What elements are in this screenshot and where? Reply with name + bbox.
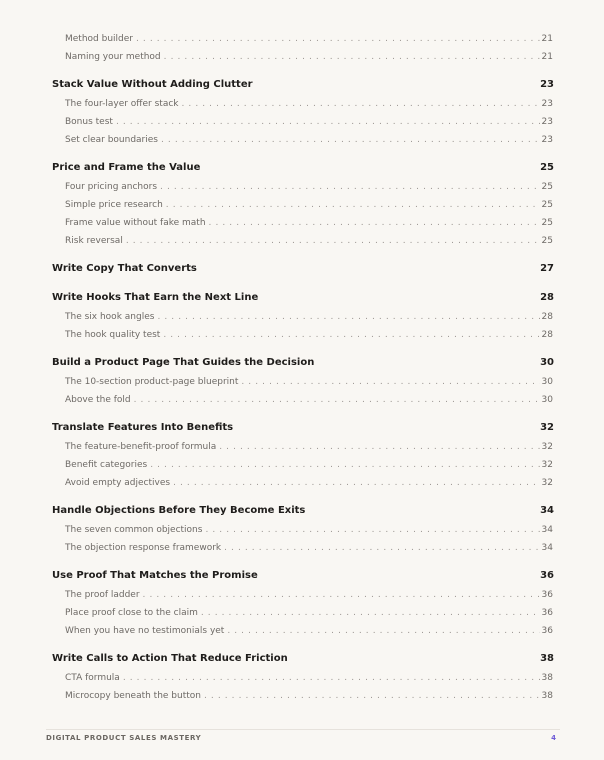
toc-entry-page: 36 bbox=[541, 590, 553, 600]
toc-dot-leader bbox=[123, 671, 540, 685]
toc-entry[interactable] bbox=[65, 458, 553, 472]
toc-entry-page: 32 bbox=[541, 478, 553, 488]
toc-entry-label: Four pricing anchors bbox=[65, 182, 158, 192]
toc-entry[interactable] bbox=[65, 541, 553, 555]
toc-dot-leader bbox=[126, 234, 540, 248]
toc-dot-leader bbox=[227, 624, 539, 638]
toc-chapter-title: Write Copy That Converts bbox=[52, 263, 197, 274]
toc-dot-leader bbox=[160, 180, 540, 194]
toc-entry[interactable] bbox=[65, 523, 553, 537]
toc-entry[interactable] bbox=[65, 198, 553, 212]
toc-entry-page: 32 bbox=[541, 442, 553, 452]
toc-entry[interactable] bbox=[65, 310, 553, 324]
toc-dot-leader bbox=[241, 375, 539, 389]
toc-dot-leader bbox=[224, 541, 539, 555]
toc-entry[interactable] bbox=[65, 234, 553, 248]
toc-chapter[interactable] bbox=[52, 77, 554, 93]
toc-entry-label: The objection response framework bbox=[65, 543, 222, 553]
toc-entry[interactable] bbox=[65, 216, 553, 230]
toc-entry-label: When you have no testimonials yet bbox=[65, 626, 225, 636]
toc-chapter-title: Translate Features Into Benefits bbox=[52, 422, 234, 433]
toc-chapter-page: 36 bbox=[540, 570, 554, 581]
toc-entry-label: Simple price research bbox=[65, 200, 163, 210]
toc-chapter-page: 25 bbox=[540, 162, 554, 173]
toc-entry-page: 32 bbox=[541, 460, 553, 470]
toc-entry-label: Frame value without fake math bbox=[65, 218, 206, 228]
toc-dot-leader bbox=[161, 133, 540, 147]
toc-entry-page: 21 bbox=[541, 34, 553, 44]
toc-entry[interactable] bbox=[65, 624, 553, 638]
toc-chapter-title: Stack Value Without Adding Clutter bbox=[52, 79, 253, 90]
toc-entry[interactable] bbox=[65, 440, 553, 454]
toc-entry-label: Naming your method bbox=[65, 52, 161, 62]
toc-entry-page: 30 bbox=[541, 377, 553, 387]
toc-dot-leader bbox=[163, 328, 539, 342]
toc-entry-label: Above the fold bbox=[65, 395, 131, 405]
toc-chapter-title: Write Calls to Action That Reduce Friction bbox=[52, 653, 288, 664]
toc-chapter-page: 30 bbox=[540, 357, 554, 368]
toc-chapter-page: 28 bbox=[540, 292, 554, 303]
toc-entry-label: The four-layer offer stack bbox=[65, 99, 179, 109]
toc-entry-label: Avoid empty adjectives bbox=[65, 478, 171, 488]
toc-entry[interactable] bbox=[65, 97, 553, 111]
toc-dot-leader bbox=[157, 310, 539, 324]
toc-entry-page: 36 bbox=[541, 626, 553, 636]
toc-dot-leader bbox=[173, 476, 539, 490]
toc-entry-label: Risk reversal bbox=[65, 236, 123, 246]
toc-chapter-page: 32 bbox=[540, 422, 554, 433]
toc-entry-page: 23 bbox=[541, 135, 553, 145]
toc-entry-page: 21 bbox=[541, 52, 553, 62]
toc-chapter-title: Handle Objections Before They Become Exits bbox=[52, 505, 306, 516]
toc-entry[interactable] bbox=[65, 50, 553, 64]
toc-entry-page: 25 bbox=[541, 236, 553, 246]
toc-entry[interactable] bbox=[65, 476, 553, 490]
toc-entry[interactable] bbox=[65, 115, 553, 129]
toc-chapter-page: 27 bbox=[540, 263, 554, 274]
toc-entry-label: CTA formula bbox=[65, 673, 120, 683]
toc-entry-label: Microcopy beneath the button bbox=[65, 691, 201, 701]
toc-dot-leader bbox=[205, 523, 539, 537]
toc-entry-page: 23 bbox=[541, 117, 553, 127]
toc-entry-page: 30 bbox=[541, 395, 553, 405]
page-footer bbox=[46, 729, 560, 750]
toc-chapter-page: 23 bbox=[540, 79, 554, 90]
toc-entry-label: Place proof close to the claim bbox=[65, 608, 198, 618]
footer-page-number: 4 bbox=[551, 734, 556, 742]
toc-entry-label: The six hook angles bbox=[65, 312, 155, 322]
toc-chapter[interactable] bbox=[52, 261, 554, 277]
toc-chapter[interactable] bbox=[52, 420, 554, 436]
toc-entry-label: Set clear boundaries bbox=[65, 135, 158, 145]
toc-entry[interactable] bbox=[65, 32, 553, 46]
toc-entry[interactable] bbox=[65, 393, 553, 407]
toc-dot-leader bbox=[209, 216, 540, 230]
toc-dot-leader bbox=[182, 97, 540, 111]
toc-entry[interactable] bbox=[65, 375, 553, 389]
toc-entry[interactable] bbox=[65, 606, 553, 620]
toc-chapter-title: Write Hooks That Earn the Next Line bbox=[52, 292, 259, 303]
toc-entry-page: 36 bbox=[541, 608, 553, 618]
footer-book-title: DIGITAL PRODUCT SALES MASTERY bbox=[46, 734, 202, 742]
toc-dot-leader bbox=[116, 115, 540, 129]
toc-entry-page: 28 bbox=[541, 330, 553, 340]
toc-entry-label: The proof ladder bbox=[65, 590, 140, 600]
toc-dot-leader bbox=[143, 588, 540, 602]
toc-chapter-title: Use Proof That Matches the Promise bbox=[52, 570, 258, 581]
toc-entry[interactable] bbox=[65, 180, 553, 194]
toc-chapter[interactable] bbox=[52, 355, 554, 371]
toc-dot-leader bbox=[219, 440, 539, 454]
toc-chapter-title: Build a Product Page That Guides the Decision bbox=[52, 357, 315, 368]
toc-entry-label: Method builder bbox=[65, 34, 133, 44]
toc-entry[interactable] bbox=[65, 689, 553, 703]
toc-entry-page: 25 bbox=[541, 200, 553, 210]
toc-entry-label: The feature-benefit-proof formula bbox=[65, 442, 217, 452]
toc-dot-leader bbox=[201, 606, 540, 620]
toc-entry-page: 34 bbox=[541, 525, 553, 535]
toc-entry-page: 25 bbox=[541, 218, 553, 228]
toc-chapter-page: 38 bbox=[540, 653, 554, 664]
toc-chapter[interactable] bbox=[52, 651, 554, 667]
toc-entry[interactable] bbox=[65, 328, 553, 342]
toc-entry-label: The hook quality test bbox=[65, 330, 161, 340]
toc-chapter-page: 34 bbox=[540, 505, 554, 516]
toc-entry-page: 25 bbox=[541, 182, 553, 192]
toc-entry[interactable] bbox=[65, 133, 553, 147]
toc-chapter[interactable] bbox=[52, 568, 554, 584]
toc-chapter[interactable] bbox=[52, 503, 554, 519]
toc-dot-leader bbox=[164, 50, 540, 64]
toc-entry-label: The 10-section product-page blueprint bbox=[65, 377, 239, 387]
toc-entry-page: 38 bbox=[541, 673, 553, 683]
toc-entry-page: 23 bbox=[541, 99, 553, 109]
toc-entry-label: Bonus test bbox=[65, 117, 113, 127]
toc-entry-page: 28 bbox=[541, 312, 553, 322]
toc-chapter[interactable] bbox=[52, 290, 554, 306]
toc-dot-leader bbox=[150, 458, 539, 472]
toc-chapter-title: Price and Frame the Value bbox=[52, 162, 201, 173]
toc-entry-label: Benefit categories bbox=[65, 460, 148, 470]
toc-chapter[interactable] bbox=[52, 160, 554, 176]
toc-dot-leader bbox=[166, 198, 540, 212]
toc-entry[interactable] bbox=[65, 588, 553, 602]
toc-dot-leader bbox=[134, 393, 540, 407]
toc-entry-page: 34 bbox=[541, 543, 553, 553]
toc-entry-label: The seven common objections bbox=[65, 525, 203, 535]
toc-entry[interactable] bbox=[65, 671, 553, 685]
toc-entry-page: 38 bbox=[541, 691, 553, 701]
toc-dot-leader bbox=[204, 689, 540, 703]
toc-dot-leader bbox=[136, 32, 540, 46]
